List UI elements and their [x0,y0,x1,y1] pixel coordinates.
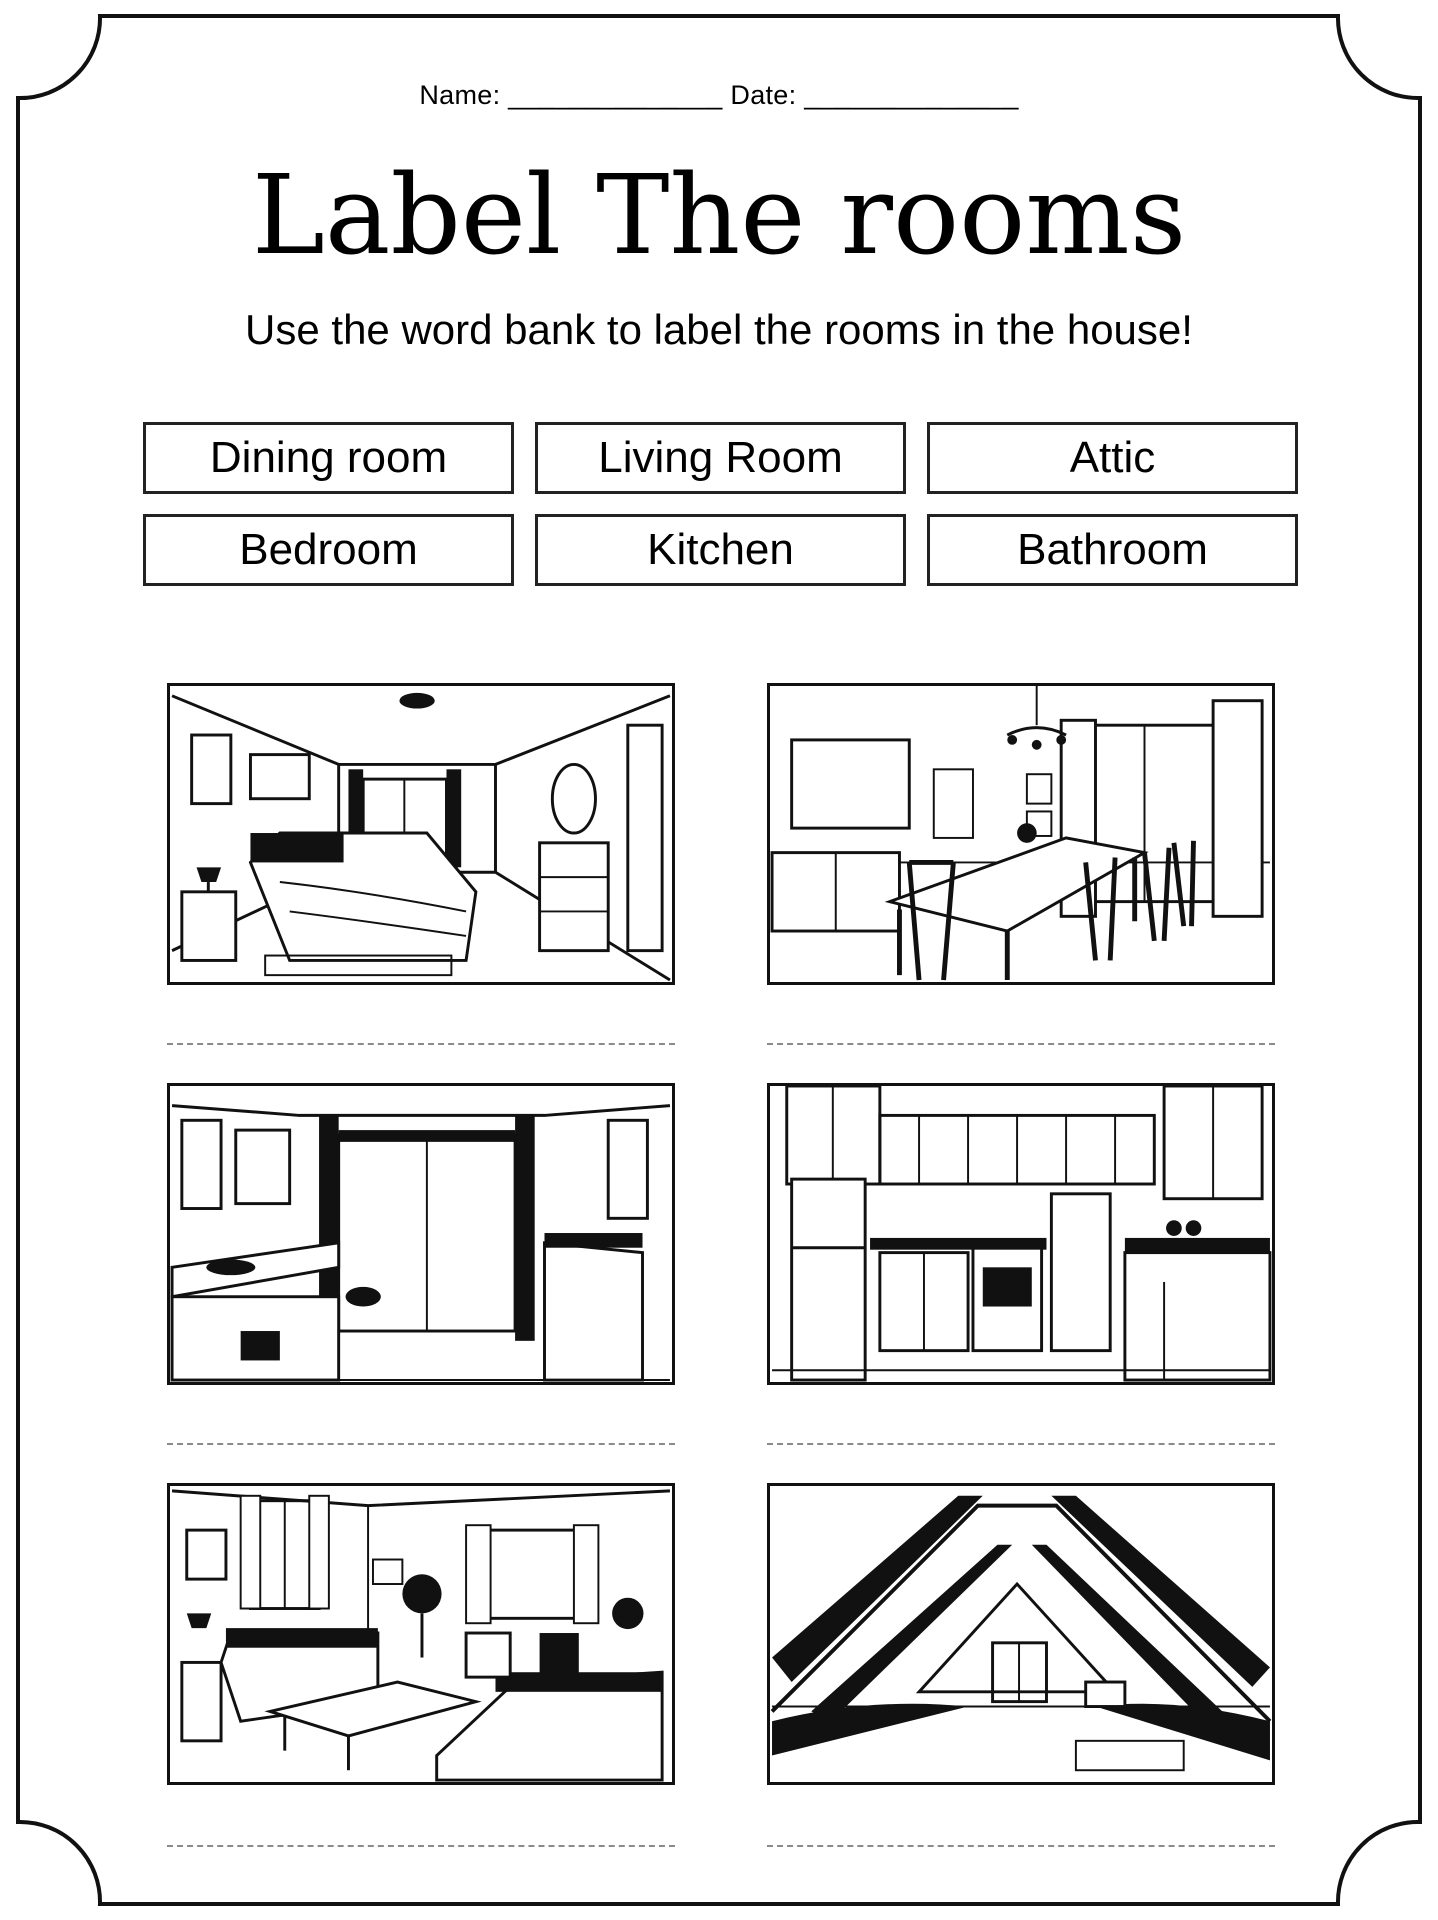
word-bank-item: Bathroom [927,514,1298,586]
word-bank-item: Living Room [535,422,906,494]
answer-line-attic[interactable] [767,1845,1275,1847]
answer-line-dining-room[interactable] [767,1043,1275,1045]
kitchen-illustration [767,1083,1275,1385]
attic-illustration [767,1483,1275,1785]
word-bank-item: Kitchen [535,514,906,586]
dining-room-illustration [767,683,1275,985]
instructions: Use the word bank to label the rooms in the house! [245,306,1193,353]
word-bank-item: Dining room [143,422,514,494]
name-date-line[interactable]: Name: ______________ Date: ______________ [419,80,1019,110]
bathroom-illustration [167,1083,675,1385]
answer-line-kitchen[interactable] [767,1443,1275,1445]
word-bank-item: Bedroom [143,514,514,586]
answer-line-bathroom[interactable] [167,1443,675,1445]
bedroom-illustration [167,683,675,985]
word-bank-item: Attic [927,422,1298,494]
page-title: Label The rooms [251,151,1187,279]
word-bank [143,422,1297,586]
living-room-illustration [167,1483,675,1785]
answer-line-living-room[interactable] [167,1845,675,1847]
answer-line-bedroom[interactable] [167,1043,675,1045]
